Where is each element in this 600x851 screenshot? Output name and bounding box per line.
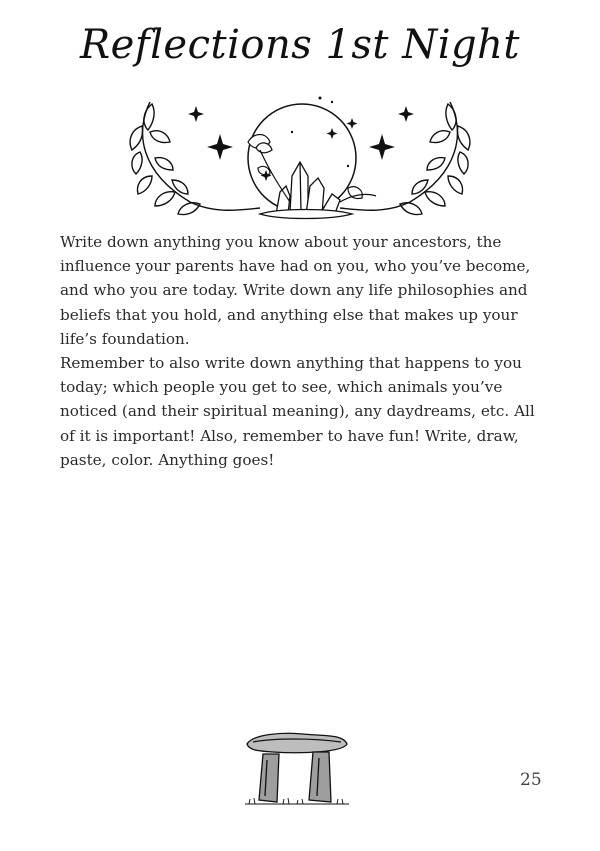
instructions-text [60,230,540,472]
instructions-paragraph: Write down anything you know about your ancestors, the influence your parents have had on you, who you’ve become, and who you are today. Write down any life philosophies and beliefs that you hold, and anything else that makes up your life’s foundation. [60,233,531,348]
dolmen-illustration [243,726,351,808]
page-number: 25 [520,770,542,790]
page-title: Reflections 1st Night [80,22,520,68]
instructions-paragraph: Remember to also write down anything that happens to you today; which people you get to see, which animals you’ve noticed (and their spiritual meaning), any daydreams, etc. All of it is important! Also, remember to have fun! Write, draw, paste, color. Anything goes! [60,354,535,469]
moon-crystal-wreath-illustration [120,92,480,222]
